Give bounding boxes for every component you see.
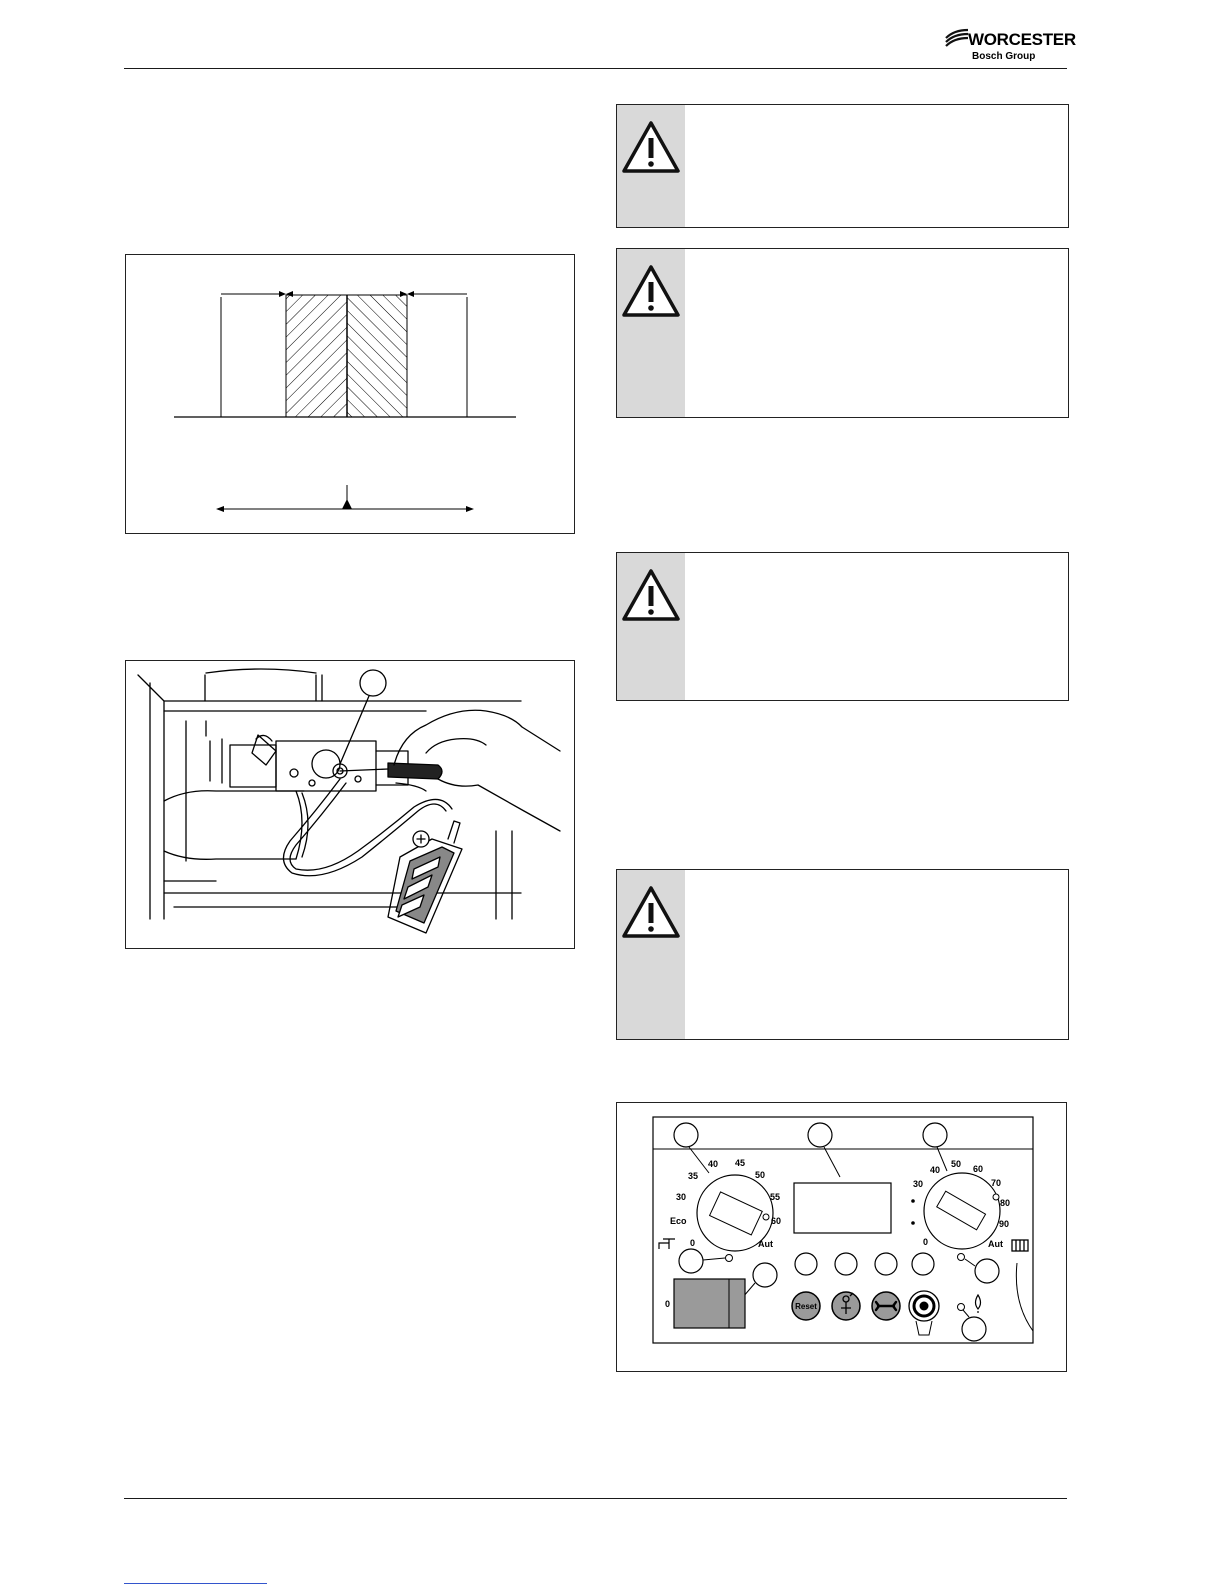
display-window — [794, 1183, 891, 1233]
reset-button[interactable] — [792, 1292, 820, 1320]
main-switch[interactable] — [674, 1279, 745, 1328]
ch-dial-label: 90 — [999, 1219, 1010, 1229]
callout-circle — [923, 1123, 947, 1147]
warning-box-2 — [616, 248, 1069, 418]
control-panel-diagram — [617, 1103, 1066, 1371]
warning-triangle-icon — [621, 119, 681, 175]
warning-box-4 — [616, 869, 1069, 1040]
indicator-led — [726, 1255, 733, 1262]
warning-box-1 — [616, 104, 1069, 228]
warning-triangle-icon — [621, 567, 681, 623]
callout-circle — [975, 1259, 999, 1283]
reset-button-label: Reset — [795, 1302, 817, 1311]
figure-flame-diagram — [125, 254, 575, 534]
hw-dial-label: 55 — [770, 1192, 781, 1202]
hw-dial-label: 30 — [676, 1192, 687, 1202]
ch-dial-label: 50 — [951, 1159, 962, 1169]
hw-dial-label: 35 — [688, 1171, 699, 1181]
callout-circle — [875, 1253, 897, 1275]
ch-dial-label: 0 — [923, 1237, 929, 1247]
hw-dial-label: 40 — [708, 1159, 719, 1169]
gas-valve-illustration — [126, 661, 574, 948]
callout-circle — [753, 1263, 777, 1287]
hw-dial-label: 45 — [735, 1158, 746, 1168]
callout-circle — [835, 1253, 857, 1275]
warning-triangle-icon — [621, 884, 681, 940]
callout-circle — [808, 1123, 832, 1147]
brand-subtitle: Bosch Group — [972, 51, 1036, 62]
callout-circle — [912, 1253, 934, 1275]
callout-circle — [962, 1317, 986, 1341]
callout-circle — [795, 1253, 817, 1275]
figure-gas-valve-adjustment — [125, 660, 575, 949]
callout-circle — [679, 1249, 703, 1273]
flame-diagram — [126, 255, 574, 533]
switch-off-label: 0 — [665, 1299, 671, 1309]
worcester-logo-icon — [944, 26, 970, 48]
hw-dial-label: 50 — [755, 1170, 766, 1180]
footer-rule — [124, 1498, 1067, 1499]
warning-triangle-icon — [621, 263, 681, 319]
hw-dial-label: 60 — [771, 1216, 782, 1226]
ch-dial-label: 40 — [930, 1165, 941, 1175]
ch-dial-label: 60 — [973, 1164, 984, 1174]
hw-dial-label: Eco — [670, 1216, 687, 1226]
ch-dial-label: 70 — [991, 1178, 1002, 1188]
header-rule — [124, 68, 1067, 69]
figure-control-panel — [616, 1102, 1067, 1372]
hw-dial-label: 0 — [690, 1238, 696, 1248]
ch-dial-label: 30 — [913, 1179, 924, 1189]
chimney-sweep-button[interactable] — [832, 1292, 860, 1320]
ch-dial-label: 80 — [1000, 1198, 1011, 1208]
callout-circle — [674, 1123, 698, 1147]
warning-box-3 — [616, 552, 1069, 701]
service-button[interactable] — [872, 1292, 900, 1320]
brand-name: WORCESTER — [968, 30, 1076, 49]
ch-dial-label: Aut — [988, 1239, 1003, 1249]
flame-led — [958, 1304, 965, 1311]
indicator-led — [958, 1254, 965, 1261]
hw-dial-label: Aut — [758, 1239, 773, 1249]
